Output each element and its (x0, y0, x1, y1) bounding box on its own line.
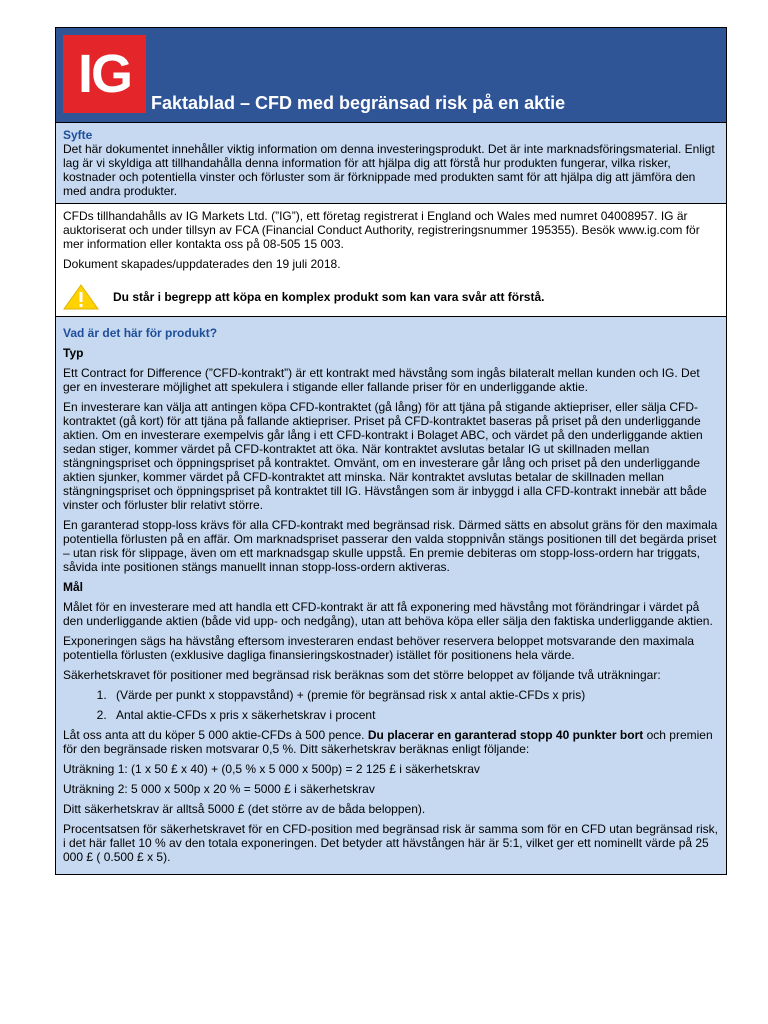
provider-section (56, 204, 726, 282)
warning-box (56, 282, 726, 317)
example-paragraph (63, 728, 719, 756)
example-text-after: och premien för den begränsade risken motsvarar 0,5 %. Ditt säkerhetskrav beräknas enligt följande: (63, 728, 713, 756)
goal-heading: Mål (63, 580, 84, 594)
type-heading: Typ (63, 346, 84, 360)
product-heading: Vad är det här för produkt? (63, 326, 218, 340)
example-text-bold: Du placerar en garanterad stopp 40 punkter bort (367, 728, 644, 742)
example-text-before: Låt oss anta att du köper 5 000 aktie-CFDs à 500 pence. (63, 728, 368, 742)
goal-paragraph-3: Säkerhetskravet för positioner med begränsad risk beräknas som det större beloppet av följande två uträkningar: (63, 668, 661, 682)
purpose-text: Det här dokumentet innehåller viktig information om denna investeringsprodukt. Det är inte marknadsföringsmaterial. Enligt lag är vi skyldiga att tillhandahålla denna information för att hjälpa dig att förstå hur produkten fungerar, vilka risker, kostnader och potentiella vinster och förluster som är förknippade med produkten samt för att hjälpa dig att jämföra den med andra produkter. (63, 142, 715, 198)
list-item: 1. (Värde per punkt x stoppavstånd) + (premie för begränsad risk x antal aktie-CFDs x pris) (110, 688, 719, 702)
type-paragraph-2: En investerare kan välja att antingen köpa CFD-kontraktet (gå lång) för att tjäna på stigande aktiepriser, eller sälja CFD-kontraktet (gå kort) för att tjäna på fallande aktiepriser. Priset på CFD-kontraktet baseras på priset på den underliggande aktien. Om en investerare exempelvis går lång i ett CFD-kontrakt i Bolaget ABC, och värdet på den underliggande aktien sedan stiger, kommer värdet på CFD-kontraktet att öka. När kontraktet avslutas betalar IG ut skillnaden mellan stängningspriset och öppningspriset på kontraktet. Omvänt, om en investerare går lång och priset på den underliggande aktien sjunker, kommer värdet på CFD-kontraktet att minska. När kontraktet avslutas betalar de skillnaden mellan stängningspriset och öppningspriset på kontraktet till IG. Hävstången som är inbyggd i alla CFD-kontrakt innebär att både vinster och förluster blir relativt större. (63, 400, 707, 512)
provider-text: CFDs tillhandahålls av IG Markets Ltd. (”IG”), ett företag registrerat i England och Wales med numret 04008957. IG är auktoriserat och under tillsyn av FCA (Financial Conduct Authority, registreringsnummer 195355). Besök www.ig.com för mer information eller kontakta oss på 08-505 15 003. (63, 209, 700, 251)
type-paragraph-3: En garanterad stopp-loss krävs för alla CFD-kontrakt med begränsad risk. Därmed sätts en absolut gräns för den maximala potentiella förlusten på en affär. Om marknadspriset passerar den valda stoppnivån stängs positionen till det begärda priset – utan risk för slippage, även om ett marknadsgap skulle uppstå. En premie debiteras om stopp-loss-ordern har triggats, såvida inte positionen stängs manuellt innan stopp-loss-ordern aktiveras. (63, 518, 718, 574)
goal-paragraph-2: Exponeringen sägs ha hävstång eftersom investeraren endast behöver reservera beloppet motsvarande den maximala potentiella förlusten (exklusive dagliga finansieringskostnader) istället för positionens hela värde. (63, 634, 695, 662)
purpose-section (56, 123, 726, 204)
fact-sheet (55, 27, 727, 875)
goal-paragraph-1: Målet för en investerare med att handla ett CFD-kontrakt är att få exponering med hävstång mot förändringar i värdet på den underliggande aktien (både vid upp- och nedgång), utan att behöva köpa eller sälja den faktiska underliggande aktien. (63, 600, 713, 628)
page-title: Faktablad – CFD med begränsad risk på en aktie (151, 93, 566, 113)
purpose-heading: Syfte (63, 128, 93, 142)
calculation-1: Uträkning 1: (1 x 50 £ x 40) + (0,5 % x 5 000 x 500p) = 2 125 £ i säkerhetskrav (63, 762, 480, 776)
warning-text: Du står i begrepp att köpa en komplex produkt som kan vara svår att förstå. (113, 290, 545, 304)
calculation-result: Ditt säkerhetskrav är alltså 5000 £ (det större av de båda beloppen). (63, 802, 426, 816)
ig-logo: IG (63, 35, 146, 113)
list-item: 2. Antal aktie-CFDs x pris x säkerhetskrav i procent (110, 708, 719, 722)
product-section (56, 317, 726, 874)
calculation-2: Uträkning 2: 5 000 x 500p x 20 % = 5000 £ i säkerhetskrav (63, 782, 375, 796)
header-banner (56, 28, 726, 123)
calculation-list (63, 688, 719, 722)
warning-triangle-icon (63, 284, 99, 310)
document-date: Dokument skapades/uppdaterades den 19 juli 2018. (63, 257, 341, 271)
final-paragraph: Procentsatsen för säkerhetskravet för en CFD-position med begränsad risk är samma som för en CFD utan begränsad risk, i det här fallet 10 % av den totala exponeringen. Det betyder att hävstången här är 5:1, vilket ger ett nominellt värde på 25 000 £ ( 0.500 £ x 5). (63, 822, 718, 864)
type-paragraph-1: Ett Contract for Difference (”CFD-kontrakt”) är ett kontrakt med hävstång som ingås bilateralt mellan kunden och IG. Det ger en investerare möjlighet att spekulera i stigande eller fallande priser för en underliggande aktie. (63, 366, 700, 394)
